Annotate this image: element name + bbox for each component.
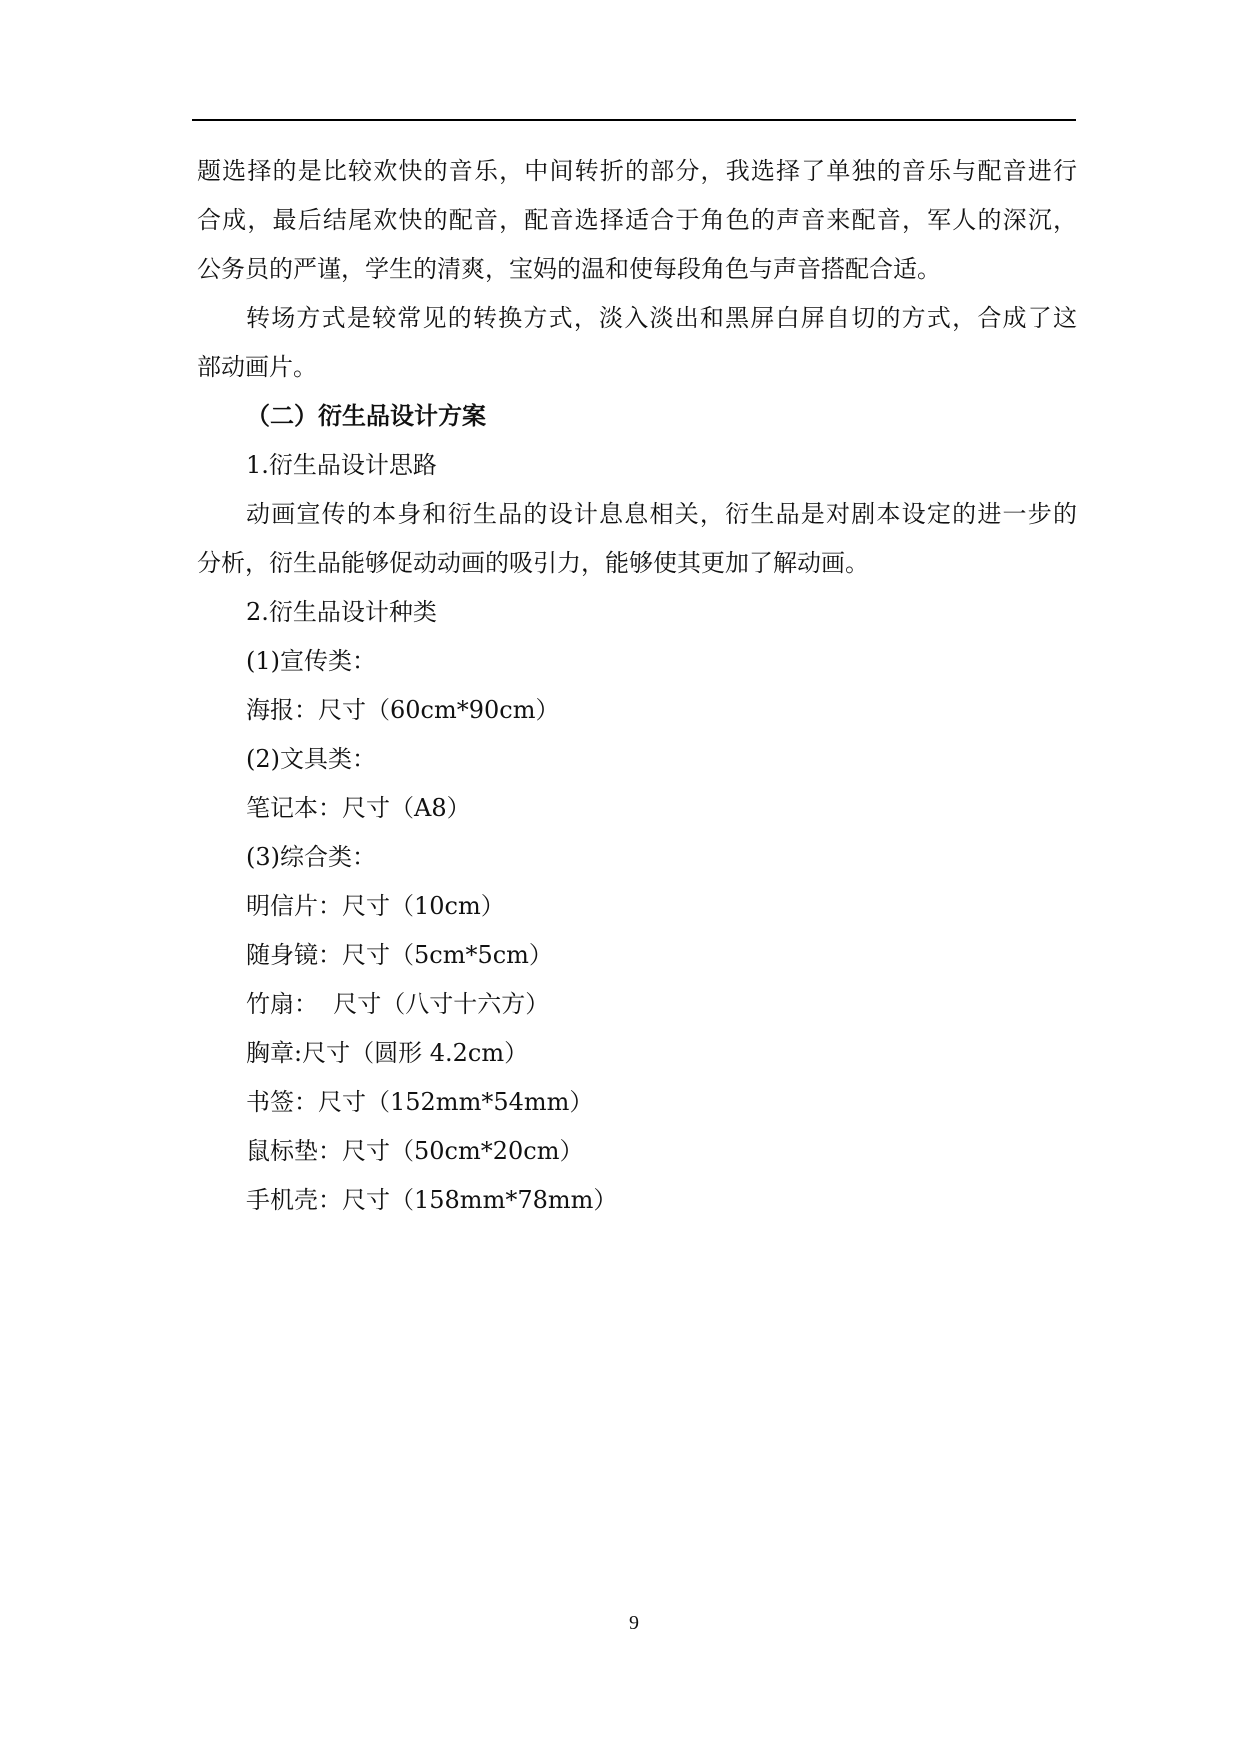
list-item: 笔记本：尺寸（A8） xyxy=(246,794,471,822)
list-item: 手机壳：尺寸（158mm*78mm） xyxy=(246,1186,618,1214)
list-item: (2)文具类： xyxy=(246,745,376,773)
page-body xyxy=(197,147,1077,1225)
list-item: 明信片：尺寸（10cm） xyxy=(246,892,505,920)
list-item: (1)宣传类： xyxy=(246,647,376,675)
list-item: 胸章:尺寸（圆形 4.2cm） xyxy=(246,1039,529,1067)
paragraph-line: 部动画片。 xyxy=(197,353,317,381)
paragraph-line: 合成，最后结尾欢快的配音，配音选择适合于角色的声音来配音，军人的深沉， xyxy=(197,206,1077,234)
paragraph-line: 转场方式是较常见的转换方式，淡入淡出和黑屏白屏自切的方式，合成了这 xyxy=(246,304,1077,332)
list-item: 书签：尺寸（152mm*54mm） xyxy=(246,1088,594,1116)
paragraph-line: 分析，衍生品能够促动动画的吸引力，能够使其更加了解动画。 xyxy=(197,549,869,577)
paragraph-line: 动画宣传的本身和衍生品的设计息息相关，衍生品是对剧本设定的进一步的 xyxy=(246,500,1077,528)
subsection-title: 2.衍生品设计种类 xyxy=(246,598,437,626)
paragraph-line: 公务员的严谨，学生的清爽，宝妈的温和使每段角色与声音搭配合适。 xyxy=(197,255,941,283)
page-number: 9 xyxy=(629,1612,639,1634)
list-item: 竹扇： 尺寸（八寸十六方） xyxy=(246,990,550,1018)
subsection-title: 1.衍生品设计思路 xyxy=(246,451,437,479)
list-item: 鼠标垫：尺寸（50cm*20cm） xyxy=(246,1137,584,1165)
list-item: 随身镜：尺寸（5cm*5cm） xyxy=(246,941,553,969)
section-heading: （二）衍生品设计方案 xyxy=(246,402,486,430)
paragraph-line: 题选择的是比较欢快的音乐，中间转折的部分，我选择了单独的音乐与配音进行 xyxy=(197,157,1077,185)
header-rule xyxy=(192,119,1076,121)
list-item: 海报：尺寸（60cm*90cm） xyxy=(246,696,560,724)
list-item: (3)综合类： xyxy=(246,843,376,871)
